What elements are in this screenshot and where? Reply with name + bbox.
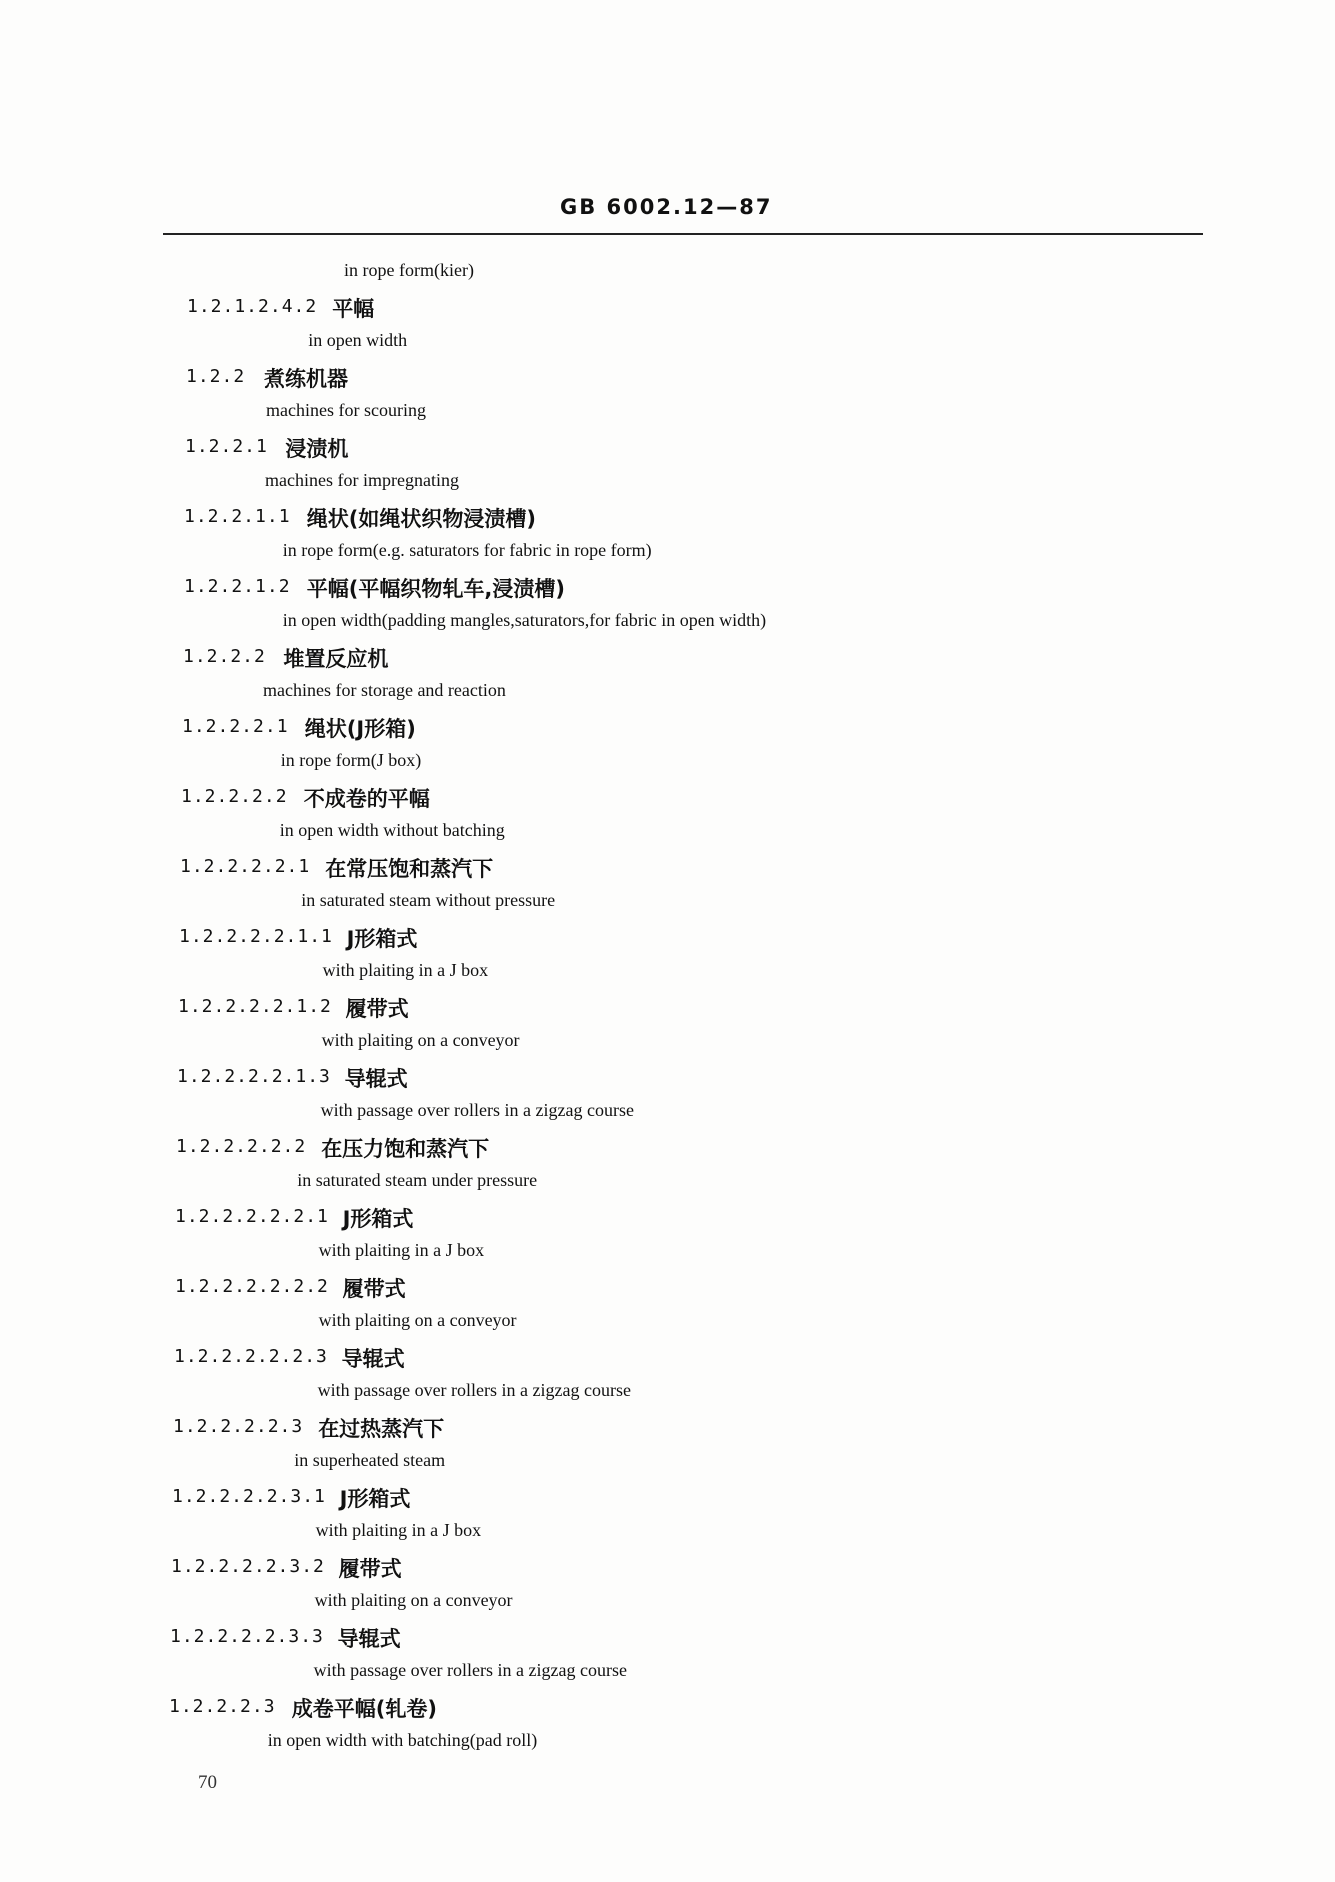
term-english: in superheated steam xyxy=(294,1450,446,1470)
term-chinese: 履带式 xyxy=(342,1277,406,1301)
term-english: in rope form(kier) xyxy=(344,260,474,280)
term-chinese: 堆置反应机 xyxy=(283,647,389,671)
section-number: 1.2.2.2.2.2 xyxy=(176,1136,307,1157)
term-chinese: 浸渍机 xyxy=(285,437,349,461)
section-number: 1.2.2.1 xyxy=(185,436,268,457)
section-number: 1.2.2.2.2 xyxy=(181,786,288,807)
section-number: 1.2.2.2.2.1 xyxy=(180,856,311,877)
term-chinese: 导辊式 xyxy=(344,1067,408,1091)
term-chinese: J形箱式 xyxy=(339,1487,411,1511)
section-number: 1.2.2.2.3 xyxy=(169,1696,276,1717)
term-chinese: 导辊式 xyxy=(337,1627,401,1651)
term-chinese: 在常压饱和蒸汽下 xyxy=(325,857,494,881)
term-english: with plaiting in a J box xyxy=(315,1520,482,1540)
term-chinese: 绳状(J形箱) xyxy=(304,717,416,741)
term-english: machines for scouring xyxy=(266,400,426,420)
section-number: 1.2.2.2.2.1.1 xyxy=(179,926,333,947)
term-english: with passage over rollers in a zigzag course xyxy=(320,1100,634,1120)
page-number: 70 xyxy=(198,1772,217,1793)
document-header: GB 6002.12—87 xyxy=(560,195,773,219)
term-english: machines for storage and reaction xyxy=(263,680,506,700)
section-number: 1.2.2.2.1 xyxy=(182,716,289,737)
term-chinese: 导辊式 xyxy=(341,1347,405,1371)
term-english: in open width xyxy=(308,330,408,350)
term-english: with plaiting in a J box xyxy=(322,960,489,980)
term-english: with plaiting in a J box xyxy=(318,1240,485,1260)
term-chinese: 在压力饱和蒸汽下 xyxy=(321,1137,490,1161)
section-number: 1.2.2.2.2.1.2 xyxy=(178,996,332,1017)
term-english: with passage over rollers in a zigzag course xyxy=(313,1660,627,1680)
term-english: with passage over rollers in a zigzag course xyxy=(317,1380,631,1400)
term-chinese: 煮练机器 xyxy=(264,367,348,391)
section-number: 1.2.2.2.2.3 xyxy=(173,1416,304,1437)
term-english: in saturated steam without pressure xyxy=(301,890,556,910)
term-chinese: 平幅(平幅织物轧车,浸渍槽) xyxy=(306,577,565,601)
term-chinese: 绳状(如绳状织物浸渍槽) xyxy=(306,507,536,531)
term-chinese: 成卷平幅(轧卷) xyxy=(291,1697,437,1721)
section-number: 1.2.2.2.2.2.2 xyxy=(175,1276,329,1297)
term-chinese: 不成卷的平幅 xyxy=(303,787,430,811)
term-english: in open width(padding mangles,saturators,for fabric in open width) xyxy=(282,610,767,630)
term-chinese: 平幅 xyxy=(332,297,375,321)
header-rule xyxy=(163,233,1203,235)
section-number: 1.2.2.1.2 xyxy=(184,576,291,597)
section-number: 1.2.2.2.2.2.3 xyxy=(174,1346,328,1367)
term-chinese: 在过热蒸汽下 xyxy=(318,1417,445,1441)
section-number: 1.2.2.2.2.3.1 xyxy=(172,1486,326,1507)
term-chinese: 履带式 xyxy=(345,997,409,1021)
term-english: in rope form(e.g. saturators for fabric in rope form) xyxy=(282,540,652,560)
section-number: 1.2.2.2.2.3.2 xyxy=(171,1556,325,1577)
term-chinese: J形箱式 xyxy=(346,927,418,951)
term-english: with plaiting on a conveyor xyxy=(321,1030,520,1050)
term-english: in open width with batching(pad roll) xyxy=(267,1730,538,1750)
term-english: in rope form(J box) xyxy=(280,750,422,770)
section-number: 1.2.2.2.2.3.3 xyxy=(170,1626,324,1647)
section-number: 1.2.2 xyxy=(186,366,246,387)
term-chinese: J形箱式 xyxy=(342,1207,414,1231)
term-english: with plaiting on a conveyor xyxy=(314,1590,513,1610)
term-english: in open width without batching xyxy=(279,820,505,840)
term-english: in saturated steam under pressure xyxy=(297,1170,538,1190)
section-number: 1.2.2.2.2.2.1 xyxy=(175,1206,329,1227)
section-number: 1.2.2.2.2.1.3 xyxy=(177,1066,331,1087)
section-number: 1.2.1.2.4.2 xyxy=(187,296,318,317)
section-number: 1.2.2.2 xyxy=(183,646,266,667)
term-english: with plaiting on a conveyor xyxy=(318,1310,517,1330)
term-chinese: 履带式 xyxy=(338,1557,402,1581)
term-english: machines for impregnating xyxy=(265,470,459,490)
section-number: 1.2.2.1.1 xyxy=(184,506,291,527)
